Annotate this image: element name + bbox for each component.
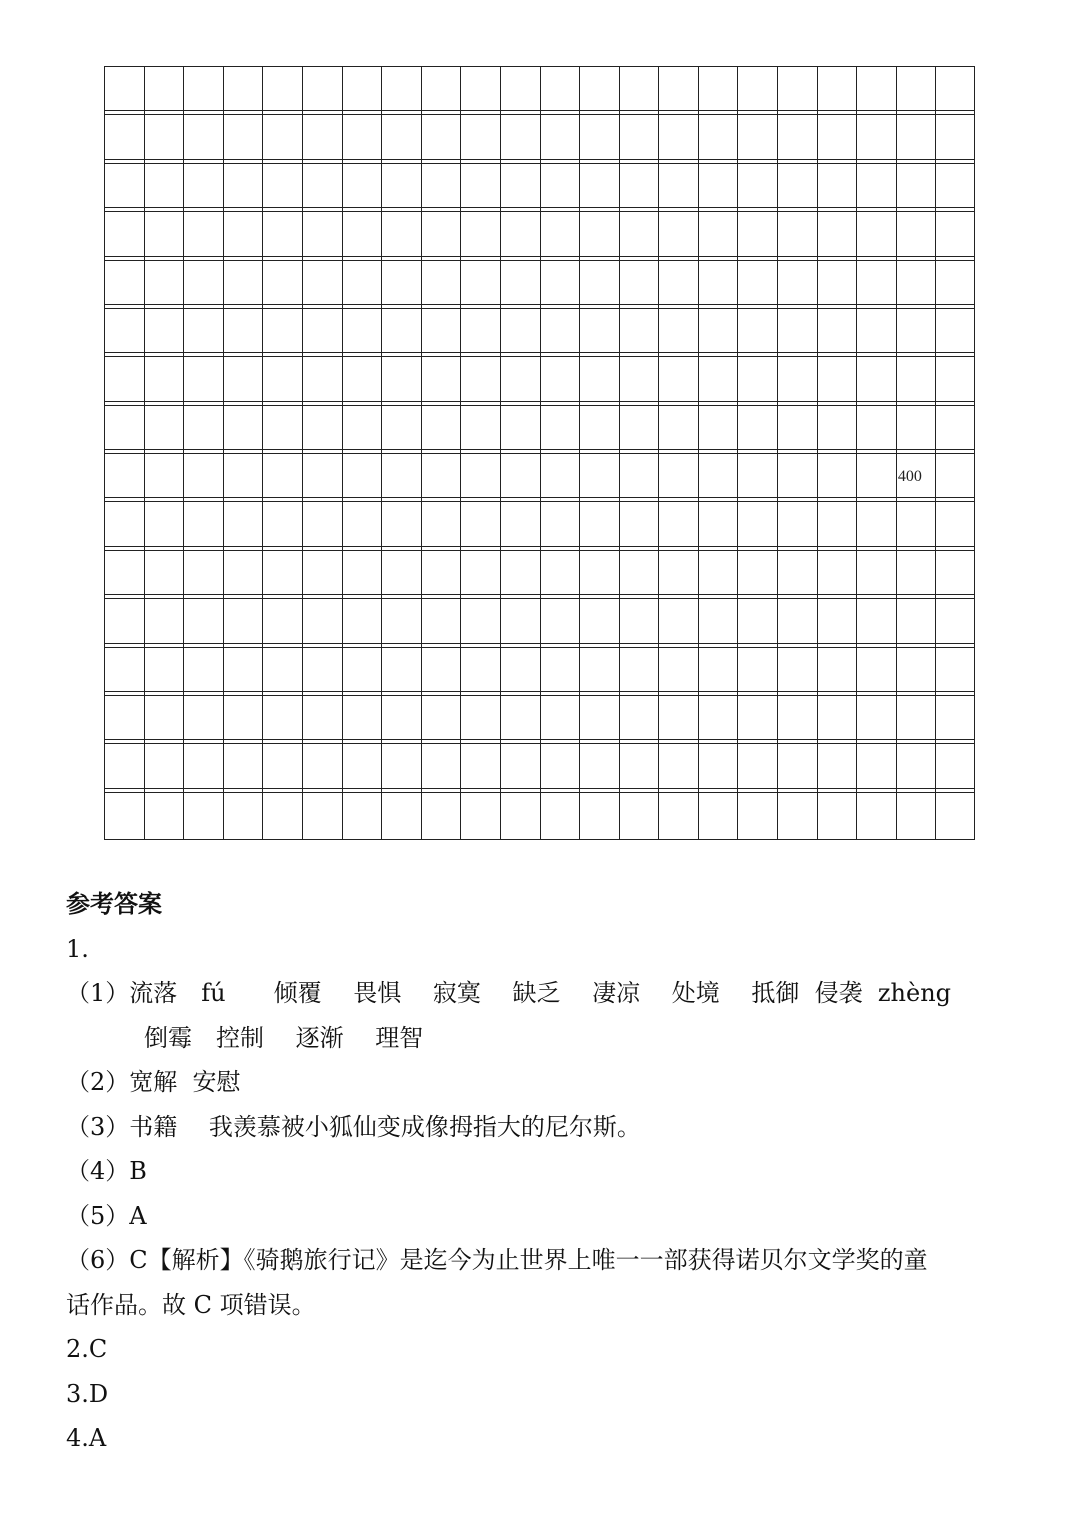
answer-item-2: 2.C (66, 1335, 108, 1363)
answer-item-4: 4.A (66, 1424, 107, 1452)
answer-section (66, 882, 1026, 1461)
answer-item-1-1: （1）流落 fú 倾覆 畏惧 寂寞 缺乏 凄凉 处境 抵御 侵袭 zhèng (66, 979, 952, 1007)
word-count-marker: 400 (897, 468, 922, 486)
answer-item-1-3: （3）书籍 我羡慕被小狐仙变成像拇指大的尼尔斯。 (66, 1112, 641, 1141)
answer-item-1-4: （4）B (66, 1157, 147, 1185)
answer-item-1-1-cont: 倒霉 控制 逐渐 理智 (144, 1023, 424, 1052)
answer-item-1-6: （6）C【解析】《骑鹅旅行记》是迄今为止世界上唯一一部获得诺贝尔文学奖的童 (66, 1246, 928, 1274)
answer-item-1-6-cont: 话作品。故 C 项错误。 (66, 1290, 316, 1319)
answer-item-1-5: （5）A (66, 1201, 147, 1230)
answer-item-1-2: （2）宽解 安慰 (66, 1068, 241, 1096)
answer-heading: 参考答案 (66, 889, 162, 918)
writing-grid (104, 66, 975, 840)
answer-item-3: 3.D (66, 1379, 109, 1408)
answer-item-1: 1. (66, 934, 89, 963)
